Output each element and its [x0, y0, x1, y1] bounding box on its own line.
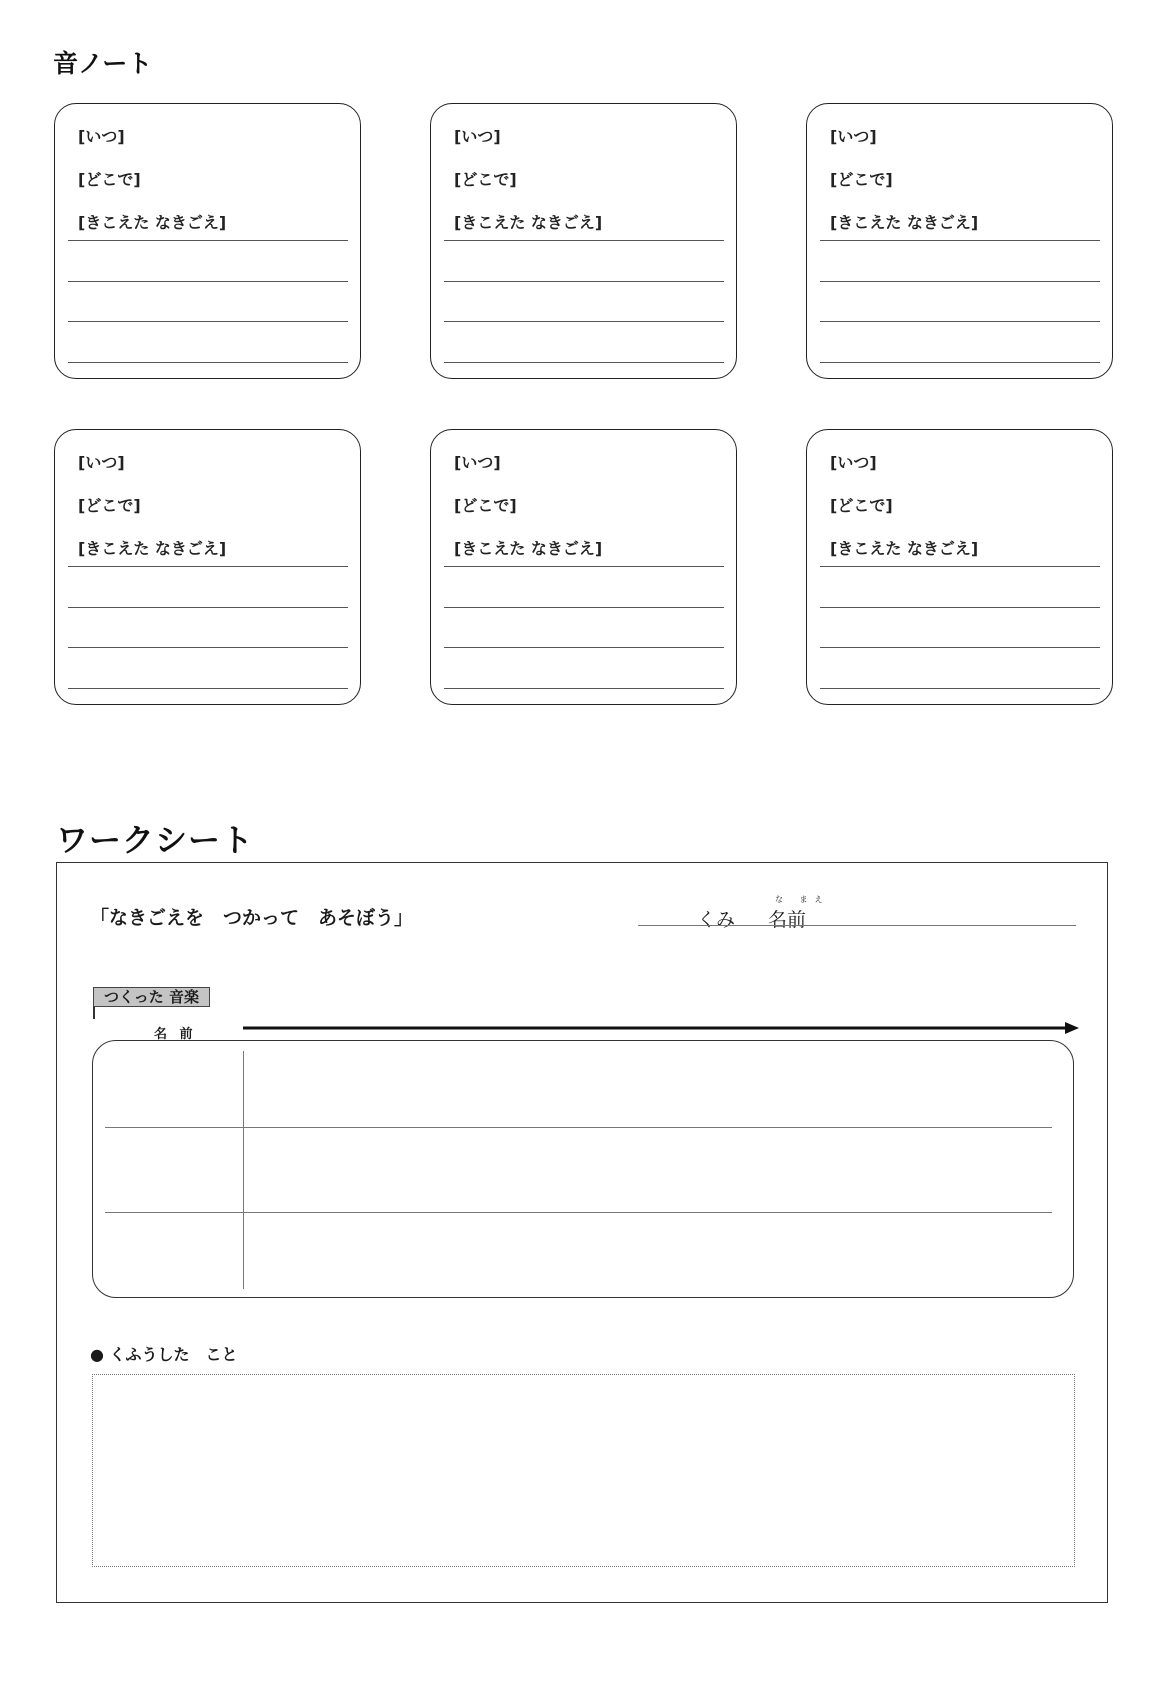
field-itsu: [いつ] [830, 453, 877, 472]
class-label: くみ [697, 909, 736, 931]
writing-line[interactable] [68, 240, 348, 241]
writing-line[interactable] [820, 647, 1100, 648]
name-write-line[interactable] [638, 925, 1076, 926]
writing-line[interactable] [820, 281, 1100, 282]
writing-line[interactable] [820, 566, 1100, 567]
worksheet-theme: 「なきごえを つかって あそぼう」 [90, 907, 414, 929]
field-kikoeta-nakigoe: [きこえた なきごえ] [830, 213, 979, 232]
field-kikoeta-nakigoe: [きこえた なきごえ] [454, 539, 603, 558]
writing-line[interactable] [68, 321, 348, 322]
row-divider [105, 1212, 1052, 1213]
writing-line[interactable] [444, 566, 724, 567]
field-kikoeta-nakigoe: [きこえた なきごえ] [830, 539, 979, 558]
field-dokode: [どこで] [454, 170, 517, 189]
column-divider [243, 1051, 244, 1289]
music-table [92, 1040, 1074, 1298]
oto-note-title: 音ノート [53, 49, 153, 78]
writing-line[interactable] [68, 566, 348, 567]
worksheet-frame [56, 862, 1108, 1603]
oto-note-card [806, 429, 1113, 705]
oto-note-card [54, 103, 361, 379]
kufu-label: ● くふうした こと [90, 1345, 238, 1364]
writing-line[interactable] [820, 321, 1100, 322]
field-itsu: [いつ] [454, 127, 501, 146]
writing-line[interactable] [444, 281, 724, 282]
writing-line[interactable] [444, 321, 724, 322]
writing-line[interactable] [68, 607, 348, 608]
writing-line[interactable] [820, 688, 1100, 689]
writing-line[interactable] [68, 281, 348, 282]
field-dokode: [どこで] [830, 496, 893, 515]
row-divider [105, 1127, 1052, 1128]
oto-note-card [54, 429, 361, 705]
field-kikoeta-nakigoe: [きこえた なきごえ] [78, 539, 227, 558]
field-dokode: [どこで] [830, 170, 893, 189]
field-itsu: [いつ] [78, 453, 125, 472]
column-name-label: 名 前 [154, 1027, 197, 1042]
time-arrow-icon [243, 1022, 1079, 1034]
writing-line[interactable] [444, 688, 724, 689]
field-kikoeta-nakigoe: [きこえた なきごえ] [78, 213, 227, 232]
oto-note-card [430, 429, 737, 705]
writing-line[interactable] [68, 688, 348, 689]
music-tag: つくった 音楽 [93, 987, 210, 1007]
oto-note-card [806, 103, 1113, 379]
writing-line[interactable] [68, 647, 348, 648]
writing-line[interactable] [820, 240, 1100, 241]
field-itsu: [いつ] [78, 127, 125, 146]
writing-line[interactable] [444, 607, 724, 608]
field-itsu: [いつ] [830, 127, 877, 146]
field-dokode: [どこで] [454, 496, 517, 515]
writing-line[interactable] [444, 240, 724, 241]
writing-line[interactable] [820, 607, 1100, 608]
worksheet-title: ワークシート [56, 821, 255, 859]
name-label: 名前 [768, 909, 807, 931]
writing-line[interactable] [444, 647, 724, 648]
field-kikoeta-nakigoe: [きこえた なきごえ] [454, 213, 603, 232]
field-dokode: [どこで] [78, 170, 141, 189]
field-dokode: [どこで] [78, 496, 141, 515]
name-ruby: な まえ [775, 895, 830, 904]
kufu-write-box[interactable] [92, 1374, 1075, 1567]
writing-line[interactable] [444, 362, 724, 363]
oto-note-card [430, 103, 737, 379]
writing-line[interactable] [68, 362, 348, 363]
writing-line[interactable] [820, 362, 1100, 363]
field-itsu: [いつ] [454, 453, 501, 472]
